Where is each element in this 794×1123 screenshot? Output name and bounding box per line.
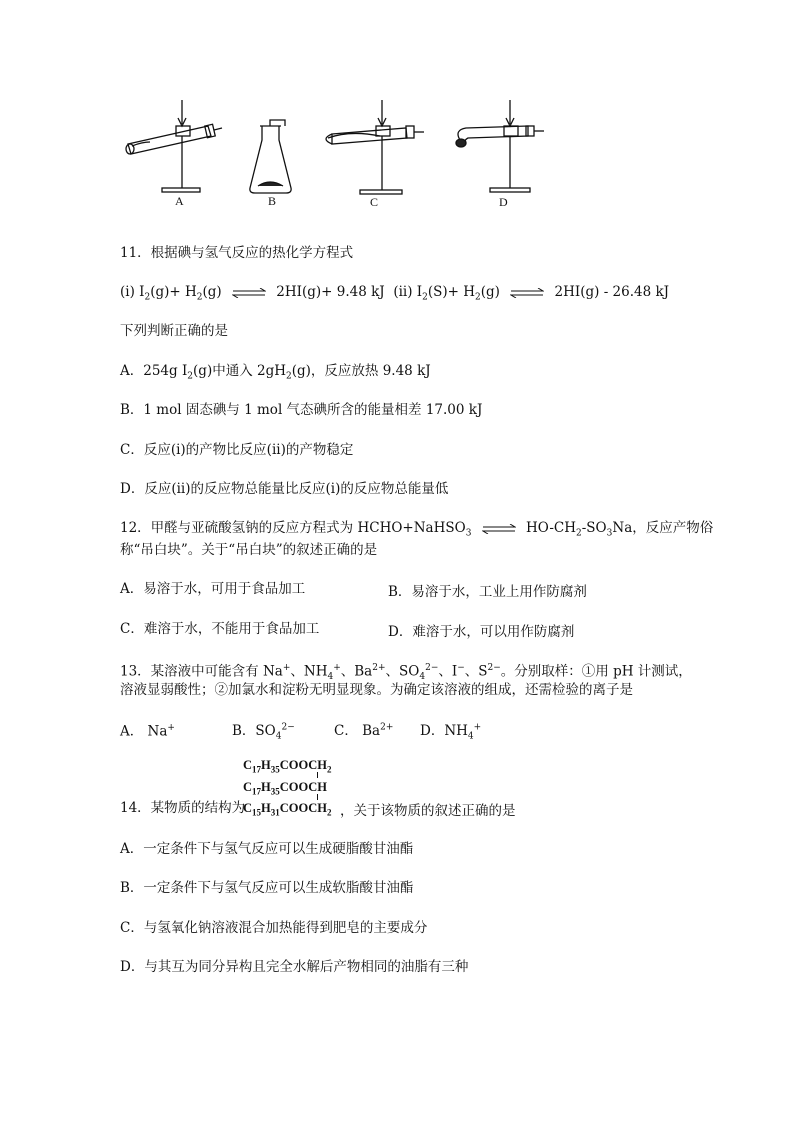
- q13-option-a: [120, 719, 175, 741]
- sup: 2+: [380, 722, 394, 733]
- sub: 4: [419, 672, 426, 683]
- q11-eq-ii-right: 2HI(g) - 26.48 kJ: [554, 284, 670, 300]
- q11-equations: [120, 283, 669, 307]
- q13-option-b: [232, 719, 295, 742]
- sup: 2−: [487, 663, 501, 673]
- sup: 2+: [372, 663, 386, 673]
- equilibrium-arrow-icon: [482, 524, 516, 534]
- q14-option-d: D．与其互为同分异构且完全水解后产物相同的油脂有三种: [120, 959, 469, 975]
- q14-stem-b: ，关于该物质的叙述正确的是: [340, 803, 516, 819]
- sup: 2−: [425, 663, 439, 673]
- apparatus-label-c: C: [370, 195, 379, 209]
- sub: 4: [467, 731, 474, 742]
- apparatus-label-b: B: [268, 194, 277, 208]
- q11-stem: 11．根据碘与氢气反应的热化学方程式: [120, 245, 354, 261]
- text: 13．某溶液中可能含有 Na: [120, 663, 283, 680]
- text: HO-CH: [526, 520, 577, 536]
- q13-option-d: [420, 719, 481, 742]
- text: 、I: [438, 663, 458, 680]
- sub: 2: [286, 371, 292, 382]
- q12-stem-line1: [120, 519, 713, 543]
- text: (g)中通入 2gH: [193, 363, 287, 379]
- formula-row-3: [243, 800, 332, 822]
- q11-option-b: B．1 mol 固态碘与 1 mol 气态碘所含的能量相差 17.00 kJ: [120, 402, 483, 418]
- apparatus-figure: [120, 96, 550, 218]
- text: Na，反应产物俗: [612, 520, 714, 536]
- sup: 2−: [281, 722, 295, 733]
- text: C． Ba: [334, 723, 381, 739]
- q12-option-d: D．难溶于水，可以用作防腐剂: [388, 624, 575, 640]
- q14-option-b: B．一定条件下与氢气反应可以生成软脂酸甘油酯: [120, 880, 414, 896]
- q14-structure-formula: [243, 757, 332, 822]
- text: 、S: [464, 663, 488, 680]
- q11-option-d: D．反应(ii)的反应物总能量比反应(i)的反应物总能量低: [120, 481, 449, 497]
- text: 、NH: [290, 663, 328, 680]
- apparatus-drawing: [120, 96, 550, 218]
- q14-option-c: C．与氢氧化钠溶液混合加热能得到肥皂的主要成分: [120, 920, 428, 936]
- q14-stem-a: 14．某物质的结构为: [120, 800, 246, 816]
- q11-eq-i-left: (i) I: [120, 284, 145, 300]
- sup: +: [282, 663, 291, 673]
- q11-eq-i-right: 2HI(g)+ 9.48 kJ: [276, 284, 385, 300]
- q11-eq-ii-mid: (S)+ H: [427, 284, 476, 300]
- q11-option-a: [120, 362, 431, 386]
- q11-eq-ii-left: (ii) I: [393, 284, 423, 300]
- text: A．254g I: [120, 363, 188, 379]
- sub: 2: [475, 292, 481, 303]
- apparatus-label-a: A: [175, 194, 184, 208]
- sub: 2: [576, 528, 582, 539]
- sub: 3: [606, 528, 613, 539]
- bond-line: [317, 772, 318, 778]
- equilibrium-arrow-icon: [510, 288, 544, 298]
- q12-option-c: C．难溶于水，不能用于食品加工: [120, 621, 320, 637]
- apparatus-c: [326, 100, 424, 194]
- q13-option-c: [334, 719, 393, 739]
- sub: 4: [275, 731, 282, 742]
- formula-row-1: [243, 757, 332, 779]
- text: D．NH: [420, 723, 468, 739]
- q11-eq-i-mid2: (g): [202, 284, 222, 300]
- bond-line: [317, 794, 318, 800]
- sub: 2: [422, 292, 428, 303]
- formula-row-2: [243, 779, 332, 801]
- text: (g)，反应放热 9.48 kJ: [291, 363, 431, 379]
- sup: −: [457, 663, 465, 673]
- apparatus-label-d: D: [499, 195, 508, 209]
- q12-option-b: B．易溶于水，工业上用作防腐剂: [388, 584, 587, 600]
- q11-option-c: C．反应(i)的产物比反应(ii)的产物稳定: [120, 442, 354, 458]
- formula-text: $C_{17}H_{35}COOCH_2$: [243, 758, 332, 775]
- q14-option-a: A．一定条件下与氢气反应可以生成硬脂酸甘油酯: [120, 841, 414, 857]
- equilibrium-arrow-icon: [232, 288, 266, 298]
- text: 12．甲醛与亚硫酸氢钠的反应方程式为 HCHO+NaHSO: [120, 520, 466, 536]
- sub: 2: [196, 292, 203, 303]
- sub: 2: [144, 292, 151, 303]
- text: 、SO: [385, 663, 420, 680]
- apparatus-b: [250, 120, 291, 193]
- q12-option-a: A．易溶于水，可用于食品加工: [120, 581, 306, 597]
- formula-text: $C_{15}H_{31}COOCH_2$: [243, 801, 332, 818]
- q13-stem-line2: 溶液显弱酸性；②加氯水和淀粉无明显现象。为确定该溶液的组成，还需检验的离子是: [120, 682, 633, 698]
- sup: +: [333, 663, 341, 673]
- q11-eq-ii-mid2: (g): [480, 284, 500, 300]
- sub: 2: [187, 371, 194, 382]
- formula-text: $C_{17}H_{35}COOCH$: [243, 779, 327, 796]
- text: -SO: [581, 520, 607, 536]
- text: A． Na: [120, 723, 168, 740]
- sub: 4: [327, 672, 334, 683]
- text: 、Ba: [340, 663, 373, 680]
- text: B．SO: [232, 723, 276, 739]
- sup: +: [167, 723, 175, 733]
- q12-stem-line2: 称“吊白块”。关于“吊白块”的叙述正确的是: [120, 542, 378, 558]
- q11-prompt: 下列判断正确的是: [120, 323, 228, 339]
- apparatus-d: [456, 100, 544, 192]
- sub: 3: [465, 528, 472, 539]
- q11-eq-i-mid: (g)+ H: [150, 284, 197, 300]
- apparatus-a: [126, 100, 222, 192]
- text: 。分别取样：①用 pH 计测试，: [500, 663, 692, 680]
- sup: +: [473, 722, 482, 733]
